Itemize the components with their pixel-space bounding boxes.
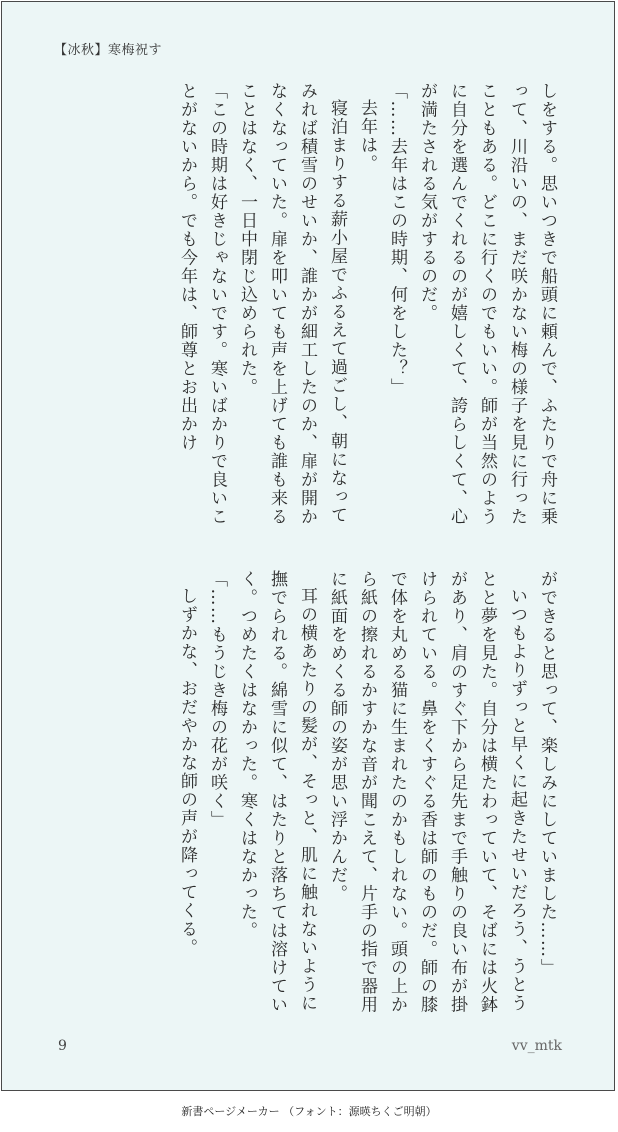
running-header-title: 【冰秋】寒梅祝す <box>54 43 163 58</box>
paragraph: いつもよりずっと早くに起きたせいだろう、うとうとと夢を見た。自分は横たわっていて、そばには火鉢があり、肩のすぐ下から足先まで手触りの良い布が掛けられている。鼻をくすぐる香は師のものだ。師の膝で体を丸める猫に生まれたのかもしれない。頭の上から紙の擦れるかすかな音が聞こえて、片手の指で器用に紙面をめくる師の姿が思い浮かんだ。 <box>327 570 527 1014</box>
author-credit: vv_mtk <box>511 1038 562 1054</box>
paragraph: 「……去年はこの時期、何をした？」 <box>387 82 407 397</box>
paragraph: 去年は。 <box>357 99 377 173</box>
page-number: 9 <box>58 1038 67 1054</box>
paragraph: しをする。思いつきで船頭に頼んで、ふたりで舟に乗って、川沿いの、まだ咲かない梅の様子を見に行ったこともある。どこに行くのでもいい。師が当然のように自分を選んでくれるのが嬉しくて、誇らしくて、心が満たされる気がするのだ。 <box>417 82 557 526</box>
paragraph: しずかな、おだやかな師の声が降ってくる。 <box>177 587 197 957</box>
paragraph: ができると思って、楽しみにしていました……」 <box>537 570 557 977</box>
paragraph: 「この時期は好きじゃないです。寒いばかりで良いことがないから。でも今年は、師尊とお出かけ <box>177 82 227 526</box>
text-block-upper <box>50 82 562 530</box>
text-block-lower <box>50 570 562 1018</box>
paragraph: 耳の横あたりの髪が、そっと、肌に触れないように撫でられる。綿雪に似て、はたりと落ちては溶けていく。つめたくはなかった。寒くはなかった。 <box>237 570 317 1014</box>
generator-credit: 新書ページメーカー （フォント：源暎ちくご明朝） <box>181 1105 437 1118</box>
book-page <box>1 1 615 1091</box>
paragraph: 寝泊まりする薪小屋でふるえて過ごし、朝になってみれば積雪のせいか、誰かが細工したのか、扉が開かなくなっていた。扉を叩いても声を上げても誰も来ることはなく、一日中閉じ込められた。 <box>237 82 347 526</box>
paragraph: 「……もうじき梅の花が咲く」 <box>207 570 227 829</box>
